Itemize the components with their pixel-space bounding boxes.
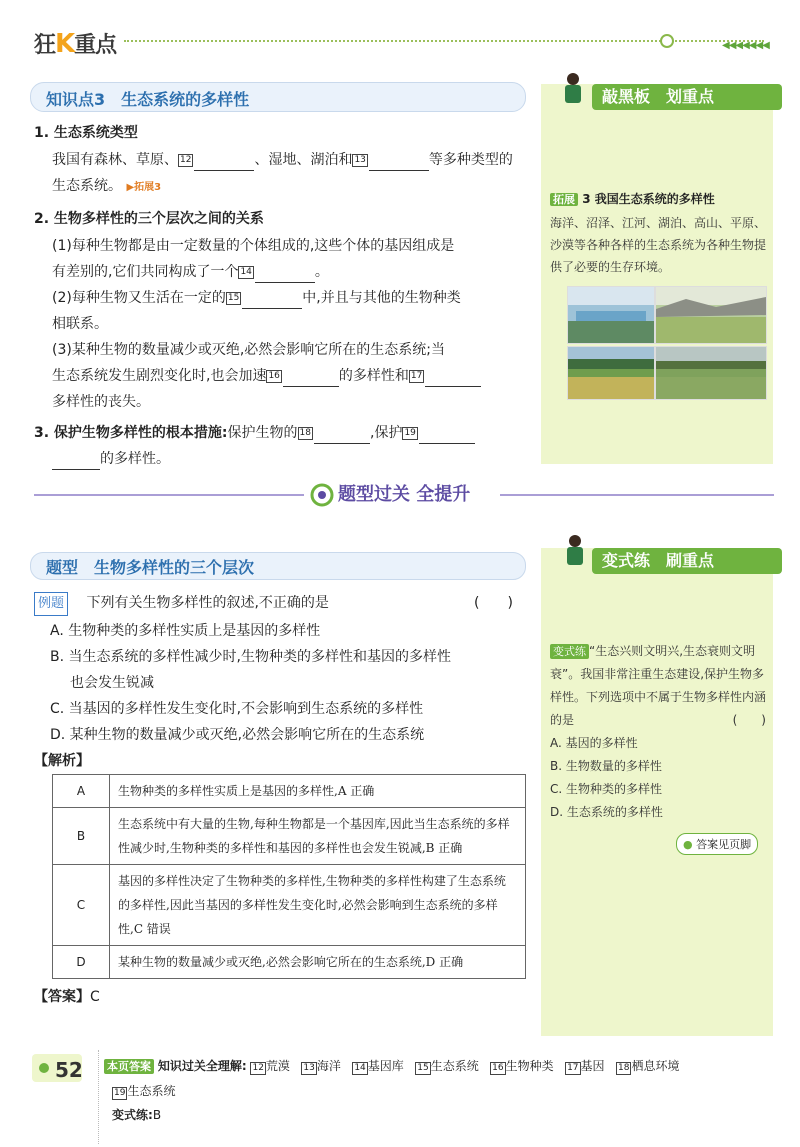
ans-text: 荒漠: [265, 1059, 290, 1073]
option-b-cont: 也会发生锐减: [70, 675, 154, 691]
pin-icon: ●: [683, 838, 693, 851]
ans-num: 17: [567, 1063, 579, 1073]
answer-value: C: [90, 989, 100, 1005]
example-answer-paren: ( ): [474, 595, 513, 611]
page-number: 52: [55, 1058, 83, 1082]
ans-text: 栖息环境: [631, 1059, 680, 1073]
s2-p2a-text: (2)每种生物又生活在一定的: [52, 290, 226, 306]
example-tag: 例题: [34, 592, 68, 616]
blank-num-19: 19: [404, 427, 416, 438]
table-row: [53, 808, 526, 865]
s2-p1c-text: 。: [314, 264, 329, 280]
option-b[interactable]: B. 当生态系统的多样性减少时,生物种类的多样性和基因的多样性: [50, 649, 451, 665]
variant-answer: B: [152, 1108, 162, 1122]
example-question: [34, 592, 534, 772]
swirl-icon: [310, 483, 334, 507]
s1-heading: 1. 生态系统类型: [34, 125, 138, 141]
teacher-icon: [560, 72, 586, 106]
knowledge-title: 知识点3 生态系统的多样性: [46, 90, 250, 109]
option-c[interactable]: C. 当基因的多样性发生变化时,不会影响到生态系统的多样性: [50, 701, 424, 717]
ans-num: 16: [492, 1063, 504, 1073]
blank-16[interactable]: [283, 371, 339, 387]
option-d[interactable]: D. 某种生物的数量减少或灭绝,必然会影响它所在的生态系统: [50, 727, 425, 743]
option-a[interactable]: A. 生物种类的多样性实质上是基因的多样性: [50, 623, 321, 639]
variant-option-a[interactable]: A. 基因的多样性: [550, 736, 638, 750]
s3-line1: [34, 422, 534, 444]
blank-num-18: 18: [299, 427, 311, 438]
s3-text-c: 的多样性。: [100, 451, 170, 467]
extension-3-title: [550, 190, 715, 207]
ans-text: 基因库: [367, 1059, 404, 1073]
footer-line3: [104, 1103, 784, 1127]
wetland-photo: [655, 346, 767, 400]
s1-text-c: 等多种类型的: [428, 152, 513, 168]
blank-num-13: 13: [354, 154, 366, 165]
s3-heading: 3. 保护生物多样性的根本措施:: [34, 425, 228, 441]
footer-ans: [352, 1059, 403, 1073]
row-key: B: [53, 808, 110, 865]
s2-p2c: 相联系。: [52, 316, 108, 332]
analysis-table: [52, 774, 526, 979]
variant-option-d[interactable]: D. 生态系统的多样性: [550, 805, 663, 819]
blank-17[interactable]: [425, 371, 481, 387]
variant-option-c[interactable]: C. 生物种类的多样性: [550, 782, 663, 796]
row-key: D: [53, 946, 110, 979]
blank-num-17: 17: [410, 370, 423, 381]
question-type-title: 题型 生物多样性的三个层次: [46, 558, 255, 577]
variant-option-b[interactable]: B. 生物数量的多样性: [550, 759, 662, 773]
ans-text: 基因: [580, 1059, 605, 1073]
table-row: [53, 946, 526, 979]
ans-num: 18: [618, 1063, 630, 1073]
extension-title: 我国生态系统的多样性: [594, 192, 715, 206]
s2-p1b: [34, 261, 534, 283]
analysis-table-wrap: [52, 774, 526, 979]
brand-k: K: [55, 29, 75, 59]
ans-text: 生态系统: [430, 1059, 479, 1073]
blank-13[interactable]: [369, 155, 429, 171]
blank-num-16: 16: [268, 370, 280, 381]
ans-num: 14: [354, 1063, 366, 1073]
s2-p3c-text: 的多样性和: [338, 368, 409, 384]
s1-text-a: 我国有森林、草原、: [52, 152, 178, 168]
variant-tag: 变式练: [550, 644, 589, 659]
footer-tag: 本页答案: [104, 1059, 154, 1074]
s2-p3a: (3)某种生物的数量减少或灭绝,必然会影响它所在的生态系统;当: [52, 342, 445, 358]
blank-15[interactable]: [242, 293, 302, 309]
row-value: 某种生物的数量减少或灭绝,必然会影响它所在的生态系统,D 正确: [110, 946, 526, 979]
s1-line1: [34, 149, 534, 171]
row-value: 基因的多样性决定了生物种类的多样性,生物种类的多样性构建了生态系统的多样性,因此当基因的多样性发生变化时,必然会影响到生态系统的多样性,C 错误: [110, 865, 526, 946]
s2-p3b: [34, 365, 534, 387]
brand-logo: [34, 28, 116, 59]
footer-ans: [301, 1059, 340, 1073]
table-row: [53, 865, 526, 946]
answer-hint-text: 答案见页脚: [696, 838, 752, 851]
footer-ans: [415, 1059, 478, 1073]
section-divider-title: [304, 480, 500, 510]
extension-number: 3: [582, 192, 591, 206]
footer-ans: [490, 1059, 553, 1073]
blank-num-15: 15: [227, 292, 240, 303]
footer-ans: [616, 1059, 679, 1073]
variant-stem: “生态兴则文明兴,生态衰则文明衰”。我国非常注重生态建设,保护生物多样性。下列选项中不属于生物多样性内涵的是: [550, 644, 767, 727]
s2-heading: 2. 生物多样性的三个层次之间的关系: [34, 211, 264, 227]
blank-12[interactable]: [194, 155, 254, 171]
s2-p1a: (1)每种生物都是由一定数量的个体组成的,这些个体的基因组成是: [52, 238, 455, 254]
side-a-header: 敲黑板 划重点: [592, 84, 782, 110]
grassland-photo: [655, 286, 767, 344]
answer-line: [34, 986, 100, 1008]
blank-19-cont[interactable]: [52, 454, 100, 470]
blank-19[interactable]: [419, 428, 475, 444]
ans-num: 15: [417, 1063, 429, 1073]
s1-text-d: 生态系统。: [52, 178, 122, 194]
brand-prefix: 狂: [34, 33, 56, 58]
analysis-label: 【解析】: [34, 753, 90, 769]
variant-answer-paren: ( ): [732, 713, 766, 727]
example-stem: [34, 592, 534, 616]
s2-p2b-text: 中,并且与其他的生物种类: [302, 290, 461, 306]
s2-p3d: 多样性的丧失。: [52, 394, 150, 410]
variant-question: [550, 640, 766, 824]
footer-ans: [565, 1059, 604, 1073]
divider-title-text: 题型过关 全提升: [338, 484, 471, 505]
blank-num-14: 14: [240, 266, 252, 277]
blank-14[interactable]: [255, 267, 315, 283]
footer-line2: [104, 1079, 784, 1103]
brand-suffix: 重点: [74, 33, 117, 58]
ans-num: 12: [252, 1063, 264, 1073]
knowledge-section: [34, 122, 534, 470]
s3-text-a: 保护生物的: [227, 425, 298, 441]
footer-label-2: 变式练:: [112, 1108, 153, 1122]
ans-num: 13: [303, 1063, 315, 1073]
header-circle-icon: [660, 34, 674, 48]
footer-line1: [104, 1054, 784, 1079]
ans-num: 19: [114, 1088, 126, 1098]
s2-p1b-text: 有差别的,它们共同构成了一个: [52, 264, 239, 280]
student-icon: [562, 534, 588, 568]
s1-line2: [34, 175, 534, 199]
blank-18[interactable]: [314, 428, 370, 444]
s2-p3b-text: 生态系统发生剧烈变化时,也会加速: [52, 368, 267, 384]
extension-tag: 拓展: [550, 193, 578, 206]
s3-line2: [34, 448, 534, 470]
footer-label-1: 知识过关全理解:: [157, 1059, 247, 1073]
side-b-header: 变式练 刷重点: [592, 548, 782, 574]
extension-link[interactable]: ▶拓展3: [126, 182, 162, 193]
row-key: A: [53, 775, 110, 808]
ans-text: 海洋: [316, 1059, 341, 1073]
footer-ans: [250, 1059, 289, 1073]
header-arrows-icon: ◀◀◀◀◀◀◀: [722, 40, 769, 51]
row-key: C: [53, 865, 110, 946]
answer-label: 【答案】: [34, 989, 90, 1005]
row-value: 生态系统中有大量的生物,每种生物都是一个基因库,因此当生态系统的多样性减少时,生物种类的多样性和基因的多样性也会发生锐减,B 正确: [110, 808, 526, 865]
example-stem-text: 下列有关生物多样性的叙述,不正确的是: [86, 595, 329, 611]
ans-text: 生态系统: [127, 1084, 176, 1098]
table-row: [53, 775, 526, 808]
meadow-photo: [567, 346, 655, 400]
row-value: 生物种类的多样性实质上是基因的多样性,A 正确: [110, 775, 526, 808]
blank-num-12: 12: [180, 154, 192, 165]
footer-divider: [98, 1050, 99, 1144]
footer-answers: [104, 1054, 784, 1127]
ans-text: 生物种类: [505, 1059, 554, 1073]
extension-text: 海洋、沼泽、江河、湖泊、高山、平原、沙漠等各种各样的生态系统为各种生物提供了必要的生存环境。: [550, 216, 767, 274]
s1-text-b: 、湿地、湖泊和: [254, 152, 353, 168]
s2-p2a: [34, 287, 534, 309]
answer-hint-pill[interactable]: [676, 833, 758, 855]
lake-photo: [567, 286, 655, 344]
s3-text-b: ,保护: [370, 425, 403, 441]
